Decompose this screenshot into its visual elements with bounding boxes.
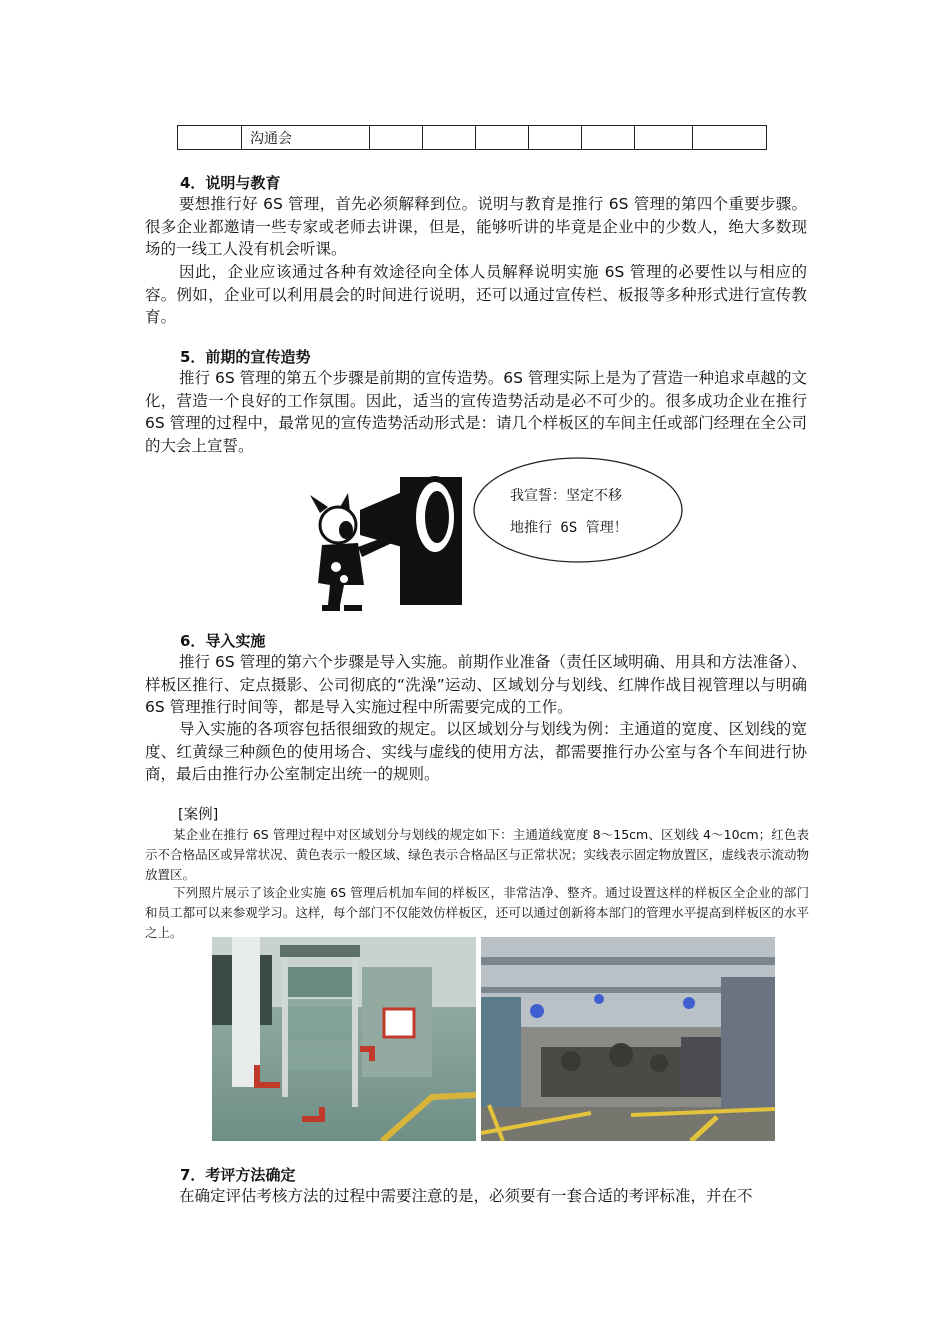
section-7-heading: 7．考评方法确定 bbox=[180, 1166, 296, 1184]
section-5-heading: 5．前期的宣传造势 bbox=[180, 348, 311, 366]
section-4-paragraph-2: 因此，企业应该通过各种有效途径向全体人员解释说明实施 6S 管理的必要性以与相应的容。例如，企业可以利用晨会的时间进行说明，还可以通过宣传栏、板报等多种形式进行宣传教育。 bbox=[145, 263, 807, 326]
table-cell-label: 沟通会 bbox=[242, 126, 370, 150]
bubble-line-2: 地推行 6S 管理！ bbox=[510, 520, 628, 536]
case-label: [案例] bbox=[178, 807, 219, 823]
section-7-paragraph-1: 在确定评估考核方法的过程中需要注意的是，必须要有一套合适的考评标准，并在不 bbox=[179, 1187, 753, 1205]
plan-table bbox=[177, 125, 767, 150]
section-6-paragraph-2: 导入实施的各项容包括很细致的规定。以区域划分与划线为例：主通道的宽度、区划线的宽度、红黄绿三种颜色的使用场合、实线与虚线的使用方法，都需要推行办公室与各个车间进行协商，最后由推行办公室制定出统一的规则。 bbox=[145, 720, 807, 783]
section-4-paragraph-1: 要想推行好 6S 管理，首先必须解释到位。说明与教育是推行 6S 管理的第四个重要步骤。很多企业都邀请一些专家或老师去讲课，但是，能够听讲的毕竟是企业中的少数人，绝大多数现场的一线工人没有机会听课。 bbox=[145, 195, 807, 258]
case-paragraph-1: 某企业在推行 6S 管理过程中对区域划分与划线的规定如下：主通道线宽度 8～15cm、区划线 4～10cm；红色表示不合格品区或异常状况、黄色表示一般区域、绿色表示合格品区与正常状况；实线表示固定物放置区，虚线表示流动物放置区。 bbox=[145, 827, 809, 882]
bubble-line-1: 我宣誓：坚定不移 bbox=[510, 488, 622, 504]
section-6-paragraph-1: 推行 6S 管理的第六个步骤是导入实施。前期作业准备（责任区域明确、用具和方法准备）、样板区推行、定点摄影、公司彻底的“洗澡”运动、区域划分与划线、红牌作战目视管理以与明确 6S 管理推行时间等，都是导入实施过程中所需要完成的工作。 bbox=[145, 653, 807, 716]
section-5-paragraph-1: 推行 6S 管理的第五个步骤是前期的宣传造势。6S 管理实际上是为了营造一种追求卓越的文化，营造一个良好的工作氛围。因此，适当的宣传造势活动是必不可少的。很多成功企业在推行 6S 管理的过程中，最常见的宣传造势活动形式是：请几个样板区的车间主任或部门经理在全公司的大会上宣誓。 bbox=[145, 369, 807, 455]
table-row bbox=[178, 126, 767, 150]
oath-illustration bbox=[300, 455, 690, 615]
section-4-heading: 4．说明与教育 bbox=[180, 174, 281, 192]
megaphone-figure-icon bbox=[300, 455, 690, 615]
case-paragraph-2: 下列照片展示了该企业实施 6S 管理后机加车间的样板区，非常洁净、整齐。通过设置这样的样板区全企业的部门和员工都可以来参观学习。这样，每个部门不仅能效仿样板区，还可以通过创新将本部门的管理水平提高到样板区的水平之上。 bbox=[145, 885, 809, 940]
workshop-photo-right bbox=[481, 937, 775, 1141]
section-6-heading: 6．导入实施 bbox=[180, 632, 266, 650]
workshop-photo-left bbox=[212, 937, 476, 1141]
